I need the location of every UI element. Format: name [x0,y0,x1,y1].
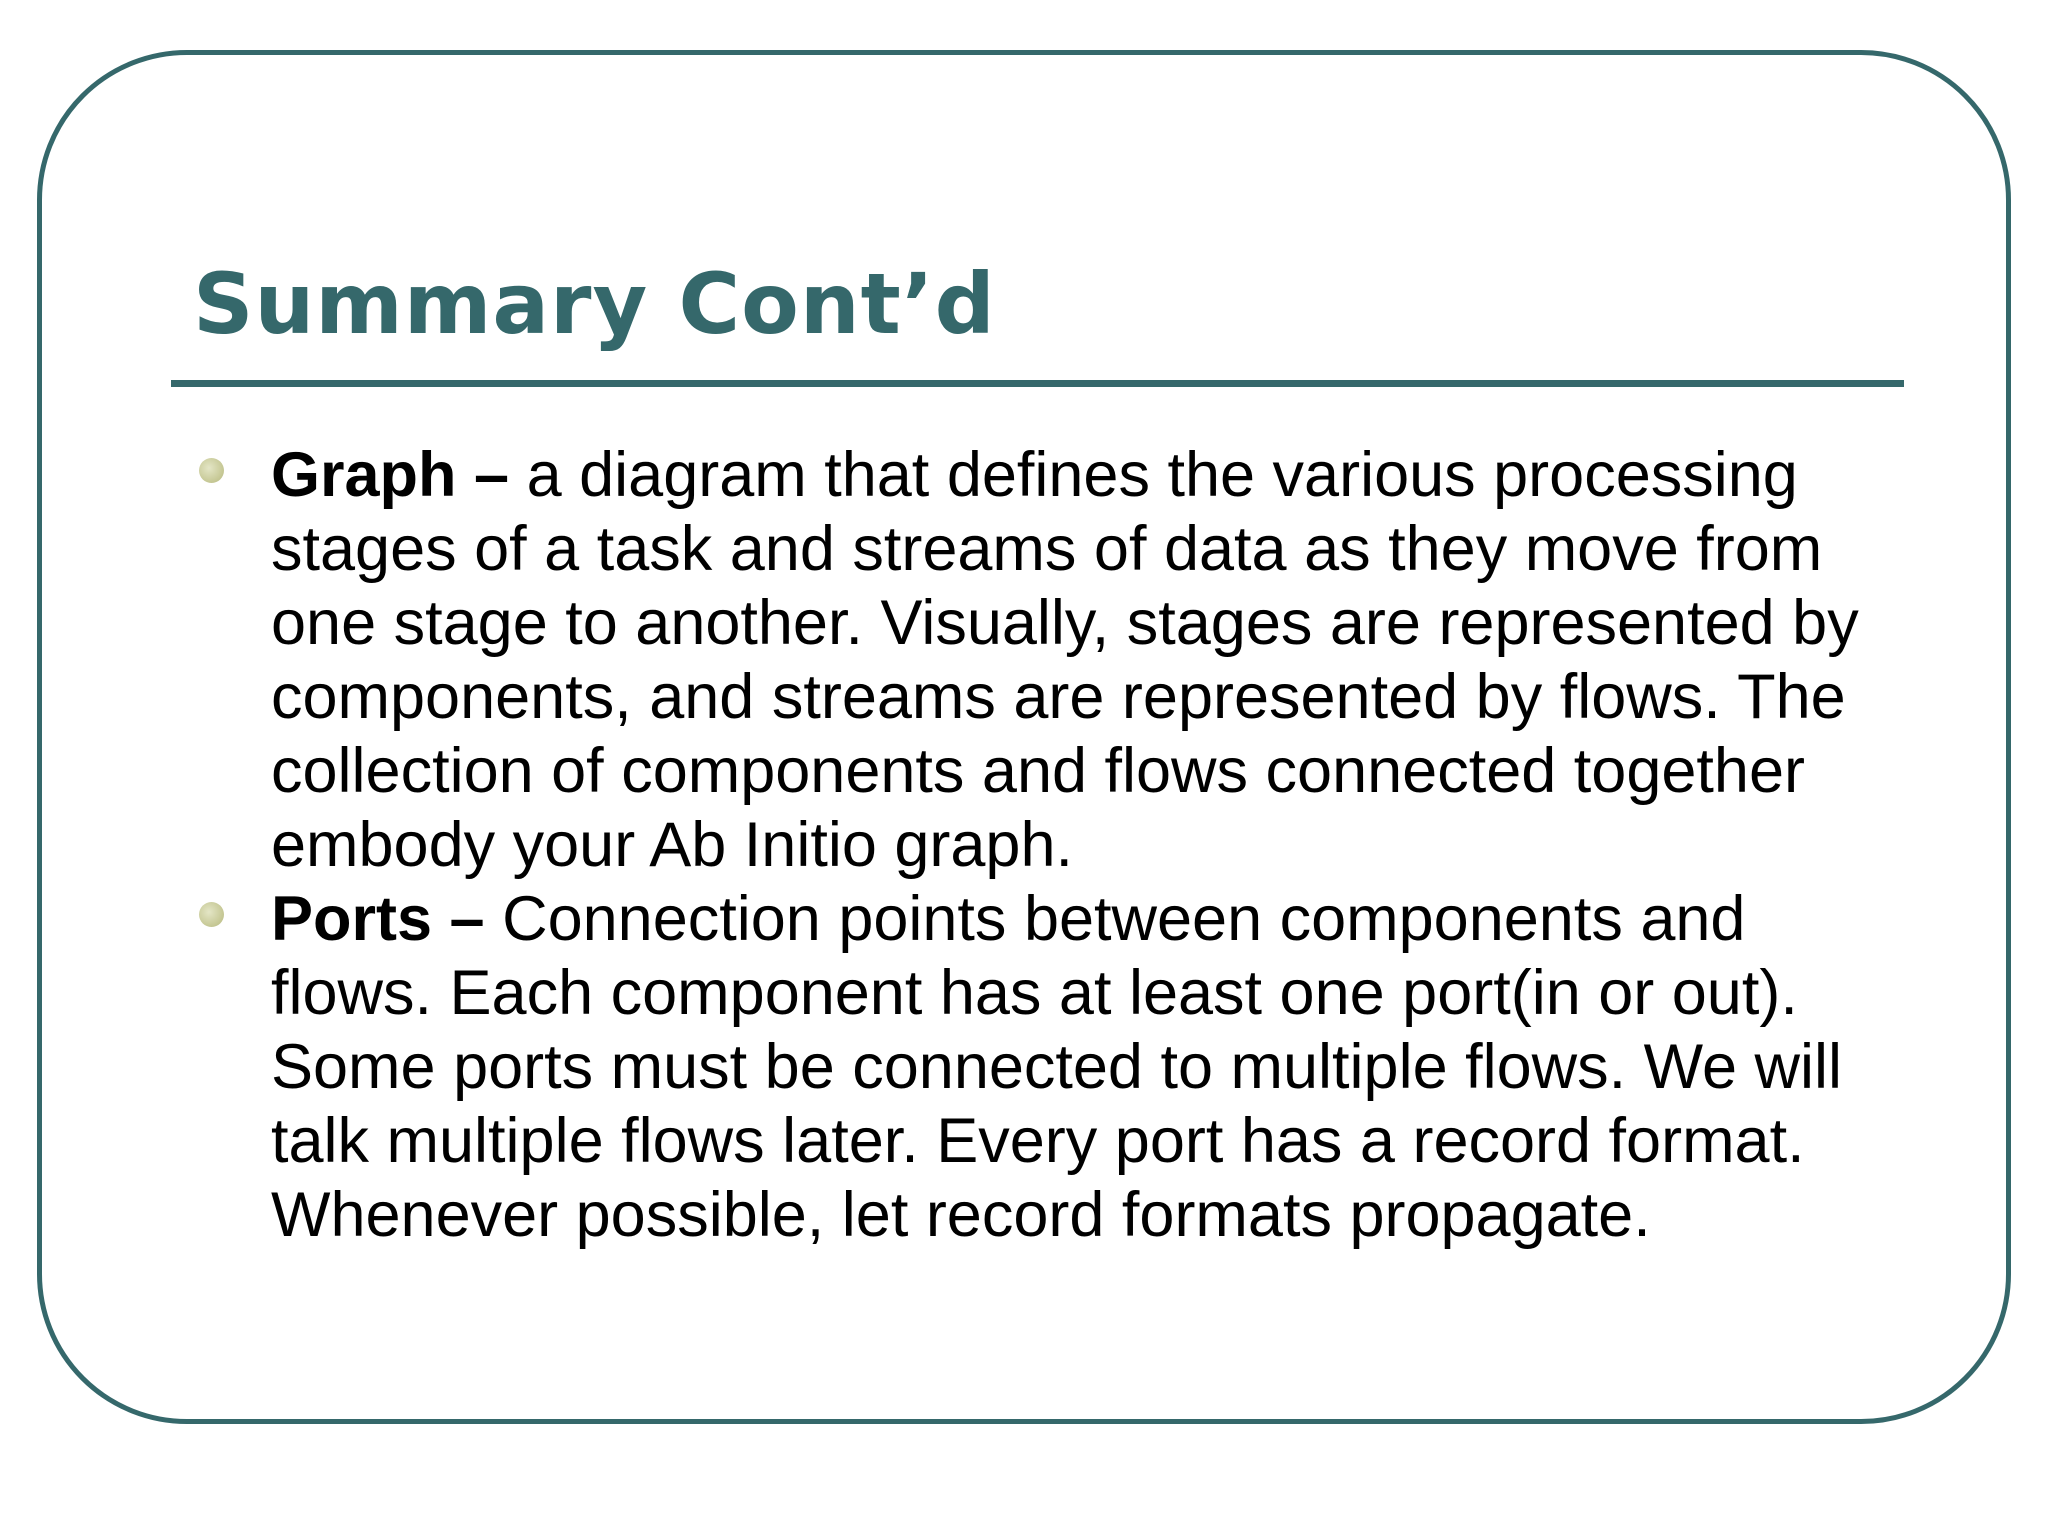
bullet-text: a diagram that defines the various processing stages of a task and streams of data as they move from one stage to another. Visually, stages are represented by components, and streams are represented by flows. The collection of components and flows connected together embody your Ab Initio graph. [271,440,1859,880]
title-underline [171,380,1904,387]
slide-title: Summary Cont’d [193,255,996,353]
bullet-dot-icon [199,902,224,927]
bullet-term: Ports – [271,884,485,954]
bullet-item-ports [195,882,1895,1252]
bullet-term: Graph – [271,440,510,510]
bullet-list [195,438,1895,1252]
bullet-item-graph [195,438,1895,882]
bullet-text: Connection points between components and flows. Each component has at least one port(in or out). Some ports must be connected to multiple flows. We will talk multiple flows later. Every port has a record format. Whenever possible, let record formats propagate. [271,884,1843,1250]
bullet-dot-icon [199,458,224,483]
